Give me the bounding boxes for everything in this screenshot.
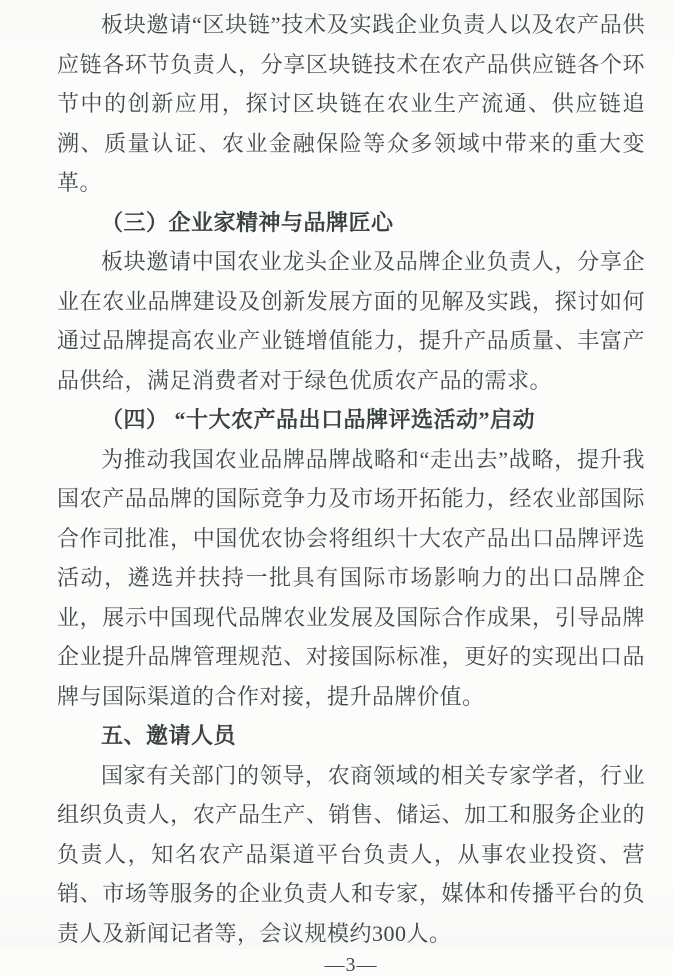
document-body — [57, 5, 645, 953]
paragraph-blockchain-session: 板块邀请“区块链”技术及实践企业负责人以及农产品供应链各环节负责人，分享区块链技术在农产品供应链各个环节中的创新应用，探讨区块链在农业生产流通、供应链追溯、质量认证、农业金融保险等众多领域中带来的重大变革。 — [57, 12, 645, 195]
section-heading-5-invitees: 五、邀请人员 — [101, 723, 237, 748]
paragraph-invited-personnel: 国家有关部门的领导，农商领域的相关专家学者，行业组织负责人，农产品生产、销售、储运、加工和服务企业的负责人，知名农产品渠道平台负责人，从事农业投资、营销、市场等服务的企业负责人和专家，媒体和传播平台的负责人及新闻记者等，会议规模约300人。 — [57, 762, 645, 946]
section-heading-3: （三）企业家精神与品牌匠心 — [101, 209, 394, 235]
page-number: —3— — [324, 954, 378, 976]
section-heading-4: （四） “十大农产品出口品牌评选活动”启动 — [101, 407, 536, 432]
paragraph-export-brand-selection: 为推动我国农业品牌品牌战略和“走出去”战略，提升我国农产品品牌的国际竞争力及市场开拓能力，经农业部国际合作司批准，中国优农协会将组织十大农产品出口品牌评选活动，遴选并扶持一批具有国际市场影响力的出口品牌企业，展示中国现代品牌农业发展及国际合作成果，引导品牌企业提升品牌管理规范、对接国际标准，更好的实现出口品牌与国际渠道的合作对接，提升品牌价值。 — [57, 446, 645, 709]
paragraph-entrepreneur-brand: 板块邀请中国农业龙头企业及品牌企业负责人，分享企业在农业品牌建设及创新发展方面的见解及实践，探讨如何通过品牌提高农业产业链增值能力，提升产品质量、丰富产品供给，满足消费者对于绿色优质农产品的需求。 — [57, 249, 645, 393]
